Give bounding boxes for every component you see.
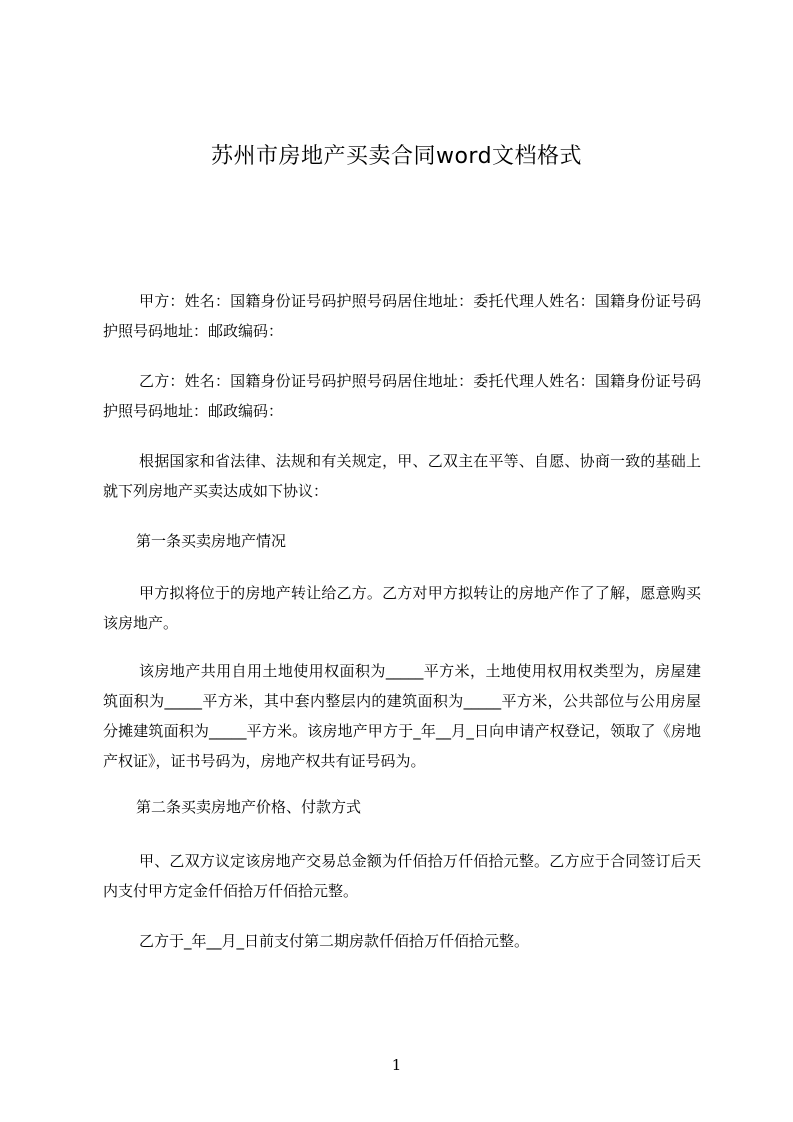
price-payment-paragraph: 甲、乙双方议定该房地产交易总金额为仟佰拾万仟佰拾元整。乙方应于合同签订后天内支付甲方定金仟佰拾万仟佰拾元整。 bbox=[103, 852, 701, 900]
agreement-basis-paragraph: 根据国家和省法律、法规和有关规定，甲、乙双主在平等、自愿、协商一致的基础上就下列房地产买卖达成如下协议： bbox=[103, 452, 701, 500]
party-b-paragraph: 乙方：姓名：国籍身份证号码护照号码居住地址：委托代理人姓名：国籍身份证号码护照号码地址：邮政编码： bbox=[103, 372, 701, 420]
party-a-paragraph: 甲方：姓名：国籍身份证号码护照号码居住地址：委托代理人姓名：国籍身份证号码护照号码地址：邮政编码： bbox=[103, 292, 701, 340]
article-2-heading: 第二条买卖房地产价格、付款方式 bbox=[136, 798, 362, 816]
property-area-paragraph: 该房地产共用自用土地使用权面积为_____平方米，土地使用权用权类型为，房屋建筑面积为_____平方米，其中套内整层内的建筑面积为_____平方米，公共部位与公用房屋分摊建筑面积为_____平方米。该房地产甲方于_年__月_日向申请产权登记，领取了《房地产权证》，证书号码为，房地产权共有证号码为。 bbox=[103, 662, 701, 770]
document-title: 苏州市房地产买卖合同word文档格式 bbox=[210, 144, 583, 169]
second-payment-paragraph: 乙方于_年__月_日前支付第二期房款仟佰拾万仟佰拾元整。 bbox=[139, 932, 530, 950]
article-1-heading: 第一条买卖房地产情况 bbox=[136, 532, 287, 550]
page-number: 1 bbox=[391, 1056, 402, 1074]
property-transfer-paragraph: 甲方拟将位于的房地产转让给乙方。乙方对甲方拟转让的房地产作了了解，愿意购买该房地产。 bbox=[103, 584, 701, 632]
